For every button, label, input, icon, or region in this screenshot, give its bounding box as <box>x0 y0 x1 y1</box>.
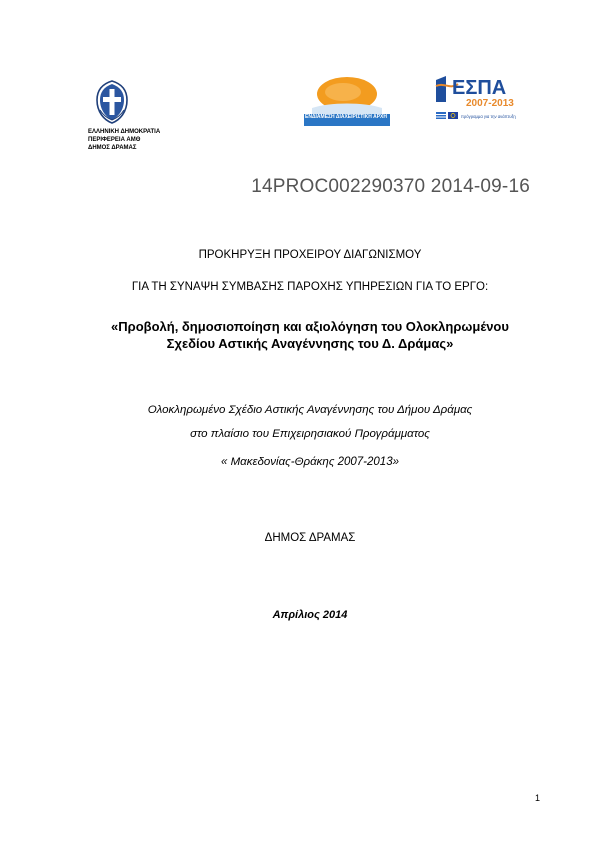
document-reference-code: 14PROC002290370 2014-09-16 <box>251 176 530 197</box>
managing-authority-caption: ΕΝΔΙΑΜΕΣΗ ΔΙΑΧΕΙΡΙΣΤΙΚΗ ΑΡΧΗ <box>305 114 387 120</box>
hellenic-republic-emblem-icon <box>94 80 130 124</box>
program-description-line: Ολοκληρωμένο Σχέδιο Αστικής Αναγέννησης του Δήμου Δράμας <box>147 404 473 416</box>
espa-logo <box>432 72 524 122</box>
document-date: Απρίλιος 2014 <box>272 609 348 621</box>
document-title-subject: ΓΙΑ ΤΗ ΣΥΝΑΨΗ ΣΥΜΒΑΣΗΣ ΠΑΡΟΧΗΣ ΥΠΗΡΕΣΙΩΝ ΓΙΑ ΤΟ ΕΡΓΟ: <box>131 281 489 293</box>
issuing-authority <box>88 128 208 152</box>
program-description-line: « Μακεδονίας-Θράκης 2007-2013» <box>220 456 399 468</box>
espa-period: 2007-2013 <box>466 98 514 109</box>
document-title-line: ΠΡΟΚΗΡΥΞΗ ΠΡΟΧΕΙΡΟΥ ΔΙΑΓΩΝΙΣΜΟΥ <box>198 249 422 261</box>
page-number: 1 <box>534 793 540 803</box>
espa-tagline: πρόγραμμα για την ανάπτυξη <box>461 114 516 119</box>
project-title: «Προβολή, δημοσιοποίηση και αξιολόγηση του Ολοκληρωμένου Σχεδίου Αστικής Αναγέννησης του Δ. Δράμας» <box>111 319 509 351</box>
authority-line: ΠΕΡΙΦΕΡΕΙΑ ΑΜΘ <box>88 137 141 143</box>
authority-line: ΔΗΜΟΣ ΔΡΑΜΑΣ <box>88 145 137 151</box>
municipality-name: ΔΗΜΟΣ ΔΡΑΜΑΣ <box>264 532 356 544</box>
espa-name: ΕΣΠΑ <box>452 77 507 99</box>
program-description-line: στο πλαίσιο του Επιχειρησιακού Προγράμματος <box>190 428 430 440</box>
authority-line: ΕΛΛΗΝΙΚΗ ΔΗΜΟΚΡΑΤΙΑ <box>88 129 161 135</box>
